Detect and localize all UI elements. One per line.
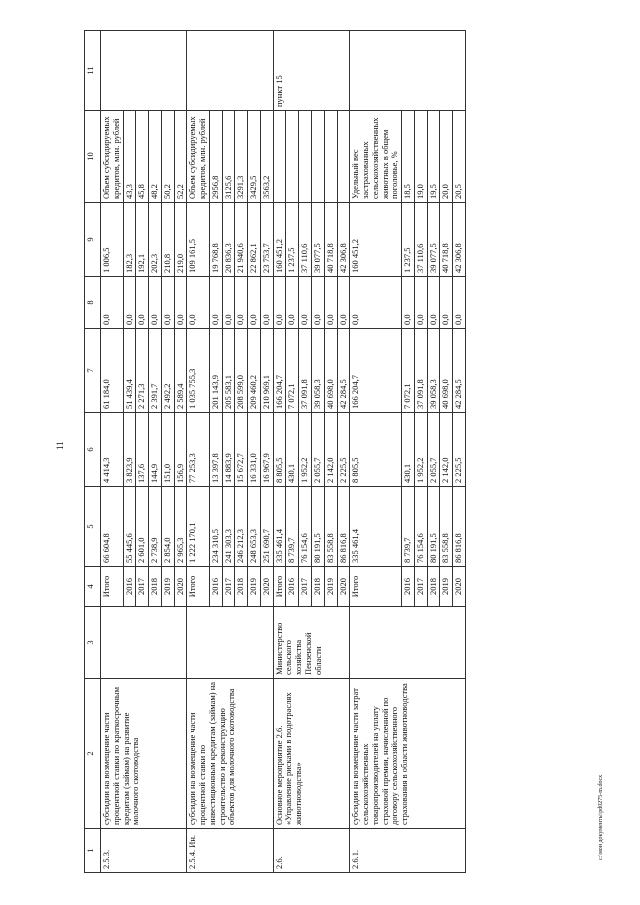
cell-col9: 219,0 (174, 203, 187, 277)
cell-col10 (324, 111, 337, 203)
cell-col6: 14 883,9 (222, 413, 235, 487)
cell-col5: 76 154,6 (299, 487, 312, 567)
program-table-sheet (84, 31, 618, 873)
cell-col4: 2018 (427, 567, 440, 607)
cell-col10 (337, 111, 350, 203)
cell-col8: 0,0 (453, 277, 466, 329)
header-row (85, 31, 101, 873)
cell-col6: 137,6 (136, 413, 149, 487)
cell-col5: 234 310,5 (209, 487, 222, 567)
cell-col6: 8 805,5 (273, 413, 286, 487)
cell-col8: 0,0 (209, 277, 222, 329)
cell-col10: Удельный вес застрахованных сельскохозяйственных животных в общем поголовье, % (350, 111, 402, 203)
cell-col9: 202,3 (149, 203, 162, 277)
cell-col10: Объем субсидируемых кредитов, млн. рублей (187, 111, 210, 203)
table-row (273, 31, 286, 873)
cell-col7: 51 439,4 (123, 329, 136, 413)
cell-col10: 18,5 (402, 111, 415, 203)
cell-col7: 166 204,7 (273, 329, 286, 413)
cell-col8: 0,0 (149, 277, 162, 329)
cell-col10: 3563,2 (260, 111, 273, 203)
cell-col4: 2019 (248, 567, 261, 607)
cell-col8: 0,0 (235, 277, 248, 329)
cell-col5: 2 854,0 (161, 487, 174, 567)
header-cell: 6 (85, 413, 101, 487)
cell-col5: 251 690,7 (260, 487, 273, 567)
cell-col7: 1 035 755,3 (187, 329, 210, 413)
cell-col10: 50,2 (161, 111, 174, 203)
cell-col7: 209 460,2 (248, 329, 261, 413)
cell-col5: 335 461,4 (273, 487, 286, 567)
cell-col6: 8 805,5 (350, 413, 402, 487)
cell-col8: 0,0 (123, 277, 136, 329)
cell-col9: 37 110,6 (414, 203, 427, 277)
header-cell: 1 (85, 829, 101, 873)
cell-col2: Основное мероприятие 2.6. «Управление рисками в подотраслях животноводства» (273, 679, 350, 829)
cell-col6: 2 225,5 (453, 413, 466, 487)
cell-col10: 43,3 (123, 111, 136, 203)
cell-col10: 19,0 (414, 111, 427, 203)
cell-col5: 66 604,8 (101, 487, 124, 567)
cell-col5: 335 461,4 (350, 487, 402, 567)
header-cell: 7 (85, 329, 101, 413)
cell-col10: 3429,5 (248, 111, 261, 203)
cell-col1: 2.5.3. (101, 829, 187, 873)
cell-col6: 13 397,8 (209, 413, 222, 487)
cell-col11: пункт 15 (273, 31, 350, 111)
cell-col9: 160 451,2 (273, 203, 286, 277)
cell-col1: 2.5.4. Ин. (187, 829, 273, 873)
cell-col9: 109 161,5 (187, 203, 210, 277)
cell-col7: 39 058,3 (427, 329, 440, 413)
cell-col8: 0,0 (299, 277, 312, 329)
cell-col5: 8 739,7 (286, 487, 299, 567)
cell-col4: 2017 (414, 567, 427, 607)
cell-col8: 0,0 (136, 277, 149, 329)
cell-col2: субсидии на возмещение части процентной ставки по краткосрочным кредитам (займам) на развитие молочного скотоводства (101, 679, 187, 829)
header-cell: 4 (85, 567, 101, 607)
cell-col4: 2016 (286, 567, 299, 607)
cell-col5: 2 601,0 (136, 487, 149, 567)
cell-col10: 19,5 (427, 111, 440, 203)
cell-col4: 2019 (324, 567, 337, 607)
cell-col5: 86 816,8 (337, 487, 350, 567)
cell-col6: 3 823,9 (123, 413, 136, 487)
cell-col8: 0,0 (402, 277, 415, 329)
cell-col9: 20 836,3 (222, 203, 235, 277)
cell-col7: 42 284,5 (453, 329, 466, 413)
cell-col8: 0,0 (350, 277, 402, 329)
cell-col6: 15 672,7 (235, 413, 248, 487)
cell-col10 (286, 111, 299, 203)
cell-col8: 0,0 (260, 277, 273, 329)
cell-col2: субсидии на возмещение части затрат сельскохозяйственных товаропроизводителей на уплату страховой премии, начисленной по договору сельскохозяйственного страхования в области животноводства (350, 679, 466, 829)
cell-col11 (101, 31, 187, 111)
cell-col4: 2019 (440, 567, 453, 607)
cell-col6: 4 414,3 (101, 413, 124, 487)
cell-col1: 2.6.1. (350, 829, 466, 873)
cell-col9: 192,1 (136, 203, 149, 277)
cell-col7: 2 589,4 (174, 329, 187, 413)
cell-col4: Итого (273, 567, 286, 607)
header-cell: 5 (85, 487, 101, 567)
cell-col6: 1 952,2 (414, 413, 427, 487)
cell-col3 (350, 607, 466, 679)
cell-col8: 0,0 (187, 277, 210, 329)
cell-col8: 0,0 (174, 277, 187, 329)
cell-col4: 2017 (299, 567, 312, 607)
cell-col6: 430,1 (402, 413, 415, 487)
cell-col9: 40 718,8 (440, 203, 453, 277)
cell-col9: 40 718,8 (324, 203, 337, 277)
cell-col6: 430,1 (286, 413, 299, 487)
cell-col10 (299, 111, 312, 203)
cell-col10: 20,0 (440, 111, 453, 203)
header-cell: 10 (85, 111, 101, 203)
cell-col4: Итого (350, 567, 402, 607)
footer-file-path: c:\мои документы\pd0275-m.docx (598, 774, 604, 860)
cell-col7: 210 969,1 (260, 329, 273, 413)
page-number: 11 (55, 441, 65, 450)
cell-col11 (187, 31, 273, 111)
cell-col9: 1 237,5 (402, 203, 415, 277)
cell-col7: 2 492,2 (161, 329, 174, 413)
cell-col9: 42 306,8 (453, 203, 466, 277)
cell-col6: 77 253,3 (187, 413, 210, 487)
cell-col9: 21 940,6 (235, 203, 248, 277)
cell-col10 (312, 111, 325, 203)
cell-col7: 61 184,0 (101, 329, 124, 413)
cell-col10: 52,2 (174, 111, 187, 203)
cell-col5: 86 816,8 (453, 487, 466, 567)
cell-col7: 37 091,8 (299, 329, 312, 413)
cell-col4: 2020 (337, 567, 350, 607)
cell-col10: 3125,6 (222, 111, 235, 203)
cell-col4: 2016 (402, 567, 415, 607)
cell-col10: Объем субсидируемых кредитов, млн. рублей (101, 111, 124, 203)
cell-col7: 42 284,5 (337, 329, 350, 413)
header-cell: 3 (85, 607, 101, 679)
cell-col8: 0,0 (222, 277, 235, 329)
cell-col3 (101, 607, 187, 679)
cell-col10 (273, 111, 286, 203)
cell-col5: 83 558,8 (324, 487, 337, 567)
cell-col9: 182,3 (123, 203, 136, 277)
cell-col5: 246 212,3 (235, 487, 248, 567)
cell-col6: 1 952,2 (299, 413, 312, 487)
cell-col4: 2016 (123, 567, 136, 607)
cell-col5: 241 303,3 (222, 487, 235, 567)
cell-col9: 210,8 (161, 203, 174, 277)
cell-col9: 23 753,7 (260, 203, 273, 277)
cell-col5: 8 739,7 (402, 487, 415, 567)
header-cell: 2 (85, 679, 101, 829)
cell-col7: 205 583,1 (222, 329, 235, 413)
cell-col9: 19 768,8 (209, 203, 222, 277)
table-row (101, 31, 124, 873)
cell-col6: 16 967,9 (260, 413, 273, 487)
cell-col6: 2 142,0 (440, 413, 453, 487)
cell-col6: 156,9 (174, 413, 187, 487)
cell-col5: 2 965,3 (174, 487, 187, 567)
cell-col10: 20,5 (453, 111, 466, 203)
cell-col10: 45,8 (136, 111, 149, 203)
cell-col5: 80 191,5 (312, 487, 325, 567)
cell-col6: 16 331,0 (248, 413, 261, 487)
cell-col7: 40 698,0 (324, 329, 337, 413)
cell-col9: 42 306,8 (337, 203, 350, 277)
cell-col1: 2.6. (273, 829, 350, 873)
cell-col4: 2020 (453, 567, 466, 607)
cell-col9: 39 077,5 (312, 203, 325, 277)
cell-col8: 0,0 (161, 277, 174, 329)
cell-col9: 1 237,5 (286, 203, 299, 277)
cell-col8: 0,0 (337, 277, 350, 329)
cell-col8: 0,0 (286, 277, 299, 329)
cell-col4: 2018 (312, 567, 325, 607)
cell-col5: 55 445,6 (123, 487, 136, 567)
cell-col4: 2016 (209, 567, 222, 607)
cell-col8: 0,0 (414, 277, 427, 329)
cell-col6: 2 142,0 (324, 413, 337, 487)
cell-col4: 2017 (222, 567, 235, 607)
cell-col4: Итого (187, 567, 210, 607)
table-row (187, 31, 210, 873)
header-cell: 11 (85, 31, 101, 111)
cell-col10: 3291,3 (235, 111, 248, 203)
cell-col7: 40 698,0 (440, 329, 453, 413)
cell-col8: 0,0 (427, 277, 440, 329)
cell-col3: Министерство сельского хозяйства Пензенской области (273, 607, 350, 679)
cell-col7: 7 072,1 (402, 329, 415, 413)
cell-col4: 2020 (260, 567, 273, 607)
cell-col7: 37 091,8 (414, 329, 427, 413)
cell-col11 (350, 31, 466, 111)
cell-col7: 39 058,3 (312, 329, 325, 413)
cell-col5: 80 191,5 (427, 487, 440, 567)
cell-col10: 48,2 (149, 111, 162, 203)
cell-col7: 208 599,0 (235, 329, 248, 413)
cell-col5: 1 222 170,1 (187, 487, 210, 567)
cell-col7: 166 204,7 (350, 329, 402, 413)
cell-col7: 201 143,9 (209, 329, 222, 413)
cell-col8: 0,0 (324, 277, 337, 329)
cell-col8: 0,0 (101, 277, 124, 329)
table-row (350, 31, 402, 873)
cell-col8: 0,0 (312, 277, 325, 329)
program-funding-table (84, 30, 466, 873)
cell-col6: 151,0 (161, 413, 174, 487)
cell-col6: 2 055,7 (312, 413, 325, 487)
cell-col6: 2 225,5 (337, 413, 350, 487)
header-cell: 8 (85, 277, 101, 329)
cell-col8: 0,0 (248, 277, 261, 329)
cell-col5: 248 653,3 (248, 487, 261, 567)
cell-col7: 2 391,7 (149, 329, 162, 413)
cell-col9: 39 077,5 (427, 203, 440, 277)
cell-col9: 160 451,2 (350, 203, 402, 277)
cell-col4: Итого (101, 567, 124, 607)
cell-col6: 2 055,7 (427, 413, 440, 487)
cell-col5: 2 738,9 (149, 487, 162, 567)
cell-col7: 7 072,1 (286, 329, 299, 413)
cell-col3 (187, 607, 273, 679)
cell-col4: 2018 (149, 567, 162, 607)
cell-col4: 2020 (174, 567, 187, 607)
cell-col2: субсидии на возмещение части процентной ставки по инвестиционным кредитам (займам) на строительство и реконструкцию объектов для молочного скотоводства (187, 679, 273, 829)
cell-col4: 2018 (235, 567, 248, 607)
cell-col5: 83 558,8 (440, 487, 453, 567)
cell-col4: 2019 (161, 567, 174, 607)
cell-col9: 1 006,5 (101, 203, 124, 277)
cell-col8: 0,0 (440, 277, 453, 329)
cell-col4: 2017 (136, 567, 149, 607)
header-cell: 9 (85, 203, 101, 277)
cell-col9: 37 110,6 (299, 203, 312, 277)
cell-col9: 22 862,1 (248, 203, 261, 277)
cell-col6: 144,9 (149, 413, 162, 487)
cell-col10: 2956,8 (209, 111, 222, 203)
cell-col7: 2 271,3 (136, 329, 149, 413)
cell-col5: 76 154,6 (414, 487, 427, 567)
cell-col8: 0,0 (273, 277, 286, 329)
